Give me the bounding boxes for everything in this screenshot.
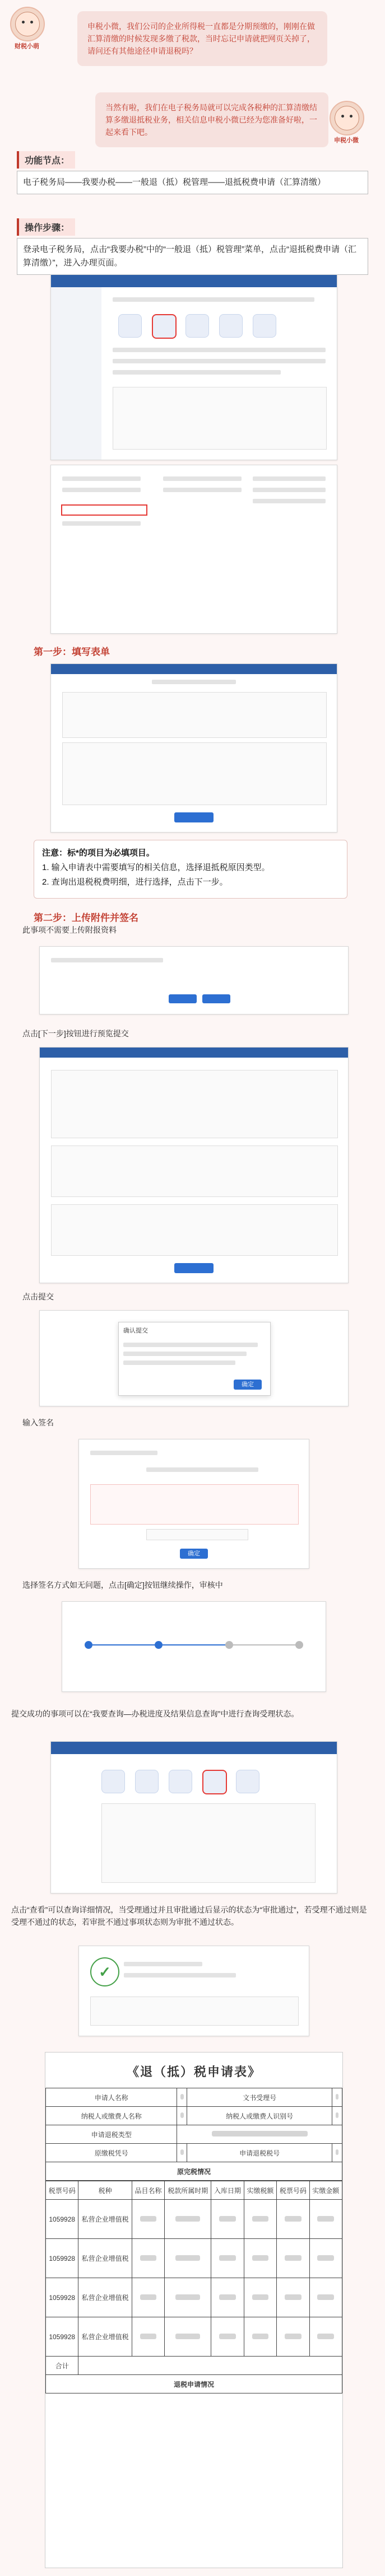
query-text: 提交成功的事项可以在“我要查询—办税进度及结果信息查询”中进行查询受理状态。	[11, 1709, 299, 1718]
form-col-header: 品目名称	[132, 2181, 164, 2200]
screenshot-portal-home	[50, 274, 337, 460]
portal-row	[113, 370, 281, 375]
form-cell	[244, 2278, 276, 2317]
step1-title: 第一步：填写表单	[34, 647, 110, 657]
query-header	[51, 1742, 337, 1754]
form-cell	[332, 2107, 342, 2125]
form-cell	[309, 2278, 342, 2317]
portal-row	[113, 359, 326, 363]
form-cell	[309, 2239, 342, 2278]
form-cell	[211, 2317, 244, 2357]
form-cell: 申请退税类型	[46, 2125, 177, 2144]
form-col-header: 实缴金额	[309, 2181, 342, 2200]
menu-line	[253, 499, 326, 503]
refund-form	[45, 2052, 343, 2568]
avatar-right	[330, 101, 364, 135]
menu-icon	[219, 314, 243, 338]
form-cell	[309, 2317, 342, 2357]
refund-menu-highlight	[61, 504, 147, 516]
sign-ok-button[interactable]: 确定	[180, 1549, 208, 1559]
preview-header	[40, 1048, 348, 1058]
form-cell: 纳税人或缴费人识别号	[187, 2107, 332, 2125]
status-line	[124, 1973, 236, 1977]
form-footer: 退税申请情况	[46, 2375, 342, 2393]
form-cell	[244, 2200, 276, 2239]
avatar-left-label: 财税小萌	[15, 43, 39, 50]
form-table-main	[45, 2088, 342, 2181]
form-cell: 私营企业增值税	[78, 2278, 132, 2317]
form-cell: 纳税人或缴费人名称	[46, 2107, 177, 2125]
note-item-2: 2. 查询出退税税费明细，进行选择，点击下一步。	[42, 877, 228, 887]
menu-icon	[118, 314, 142, 338]
screenshot-status	[78, 1946, 309, 2036]
progress-track	[85, 1641, 303, 1649]
menu-line	[62, 521, 141, 526]
form-cell: 申请人名称	[46, 2088, 177, 2107]
question-bubble: 申税小微，我们公司的企业所得税一直都是分期预缴的，刚刚在做汇算清缴的时候发现多缴了税款，当时忘记申请就把网页关掉了，请问还有其他途径申请退税吗？	[77, 11, 327, 66]
screenshot-menu	[50, 465, 337, 634]
menu-icon	[185, 314, 209, 338]
preview-block	[51, 1146, 338, 1197]
menu-line	[253, 476, 326, 481]
success-check-icon: ✓	[90, 1957, 119, 1986]
portal-panel	[113, 387, 327, 450]
progress-dot	[85, 1641, 92, 1649]
form-cell: 1059928	[46, 2278, 78, 2317]
form-section-title: 原完税情况	[46, 2162, 342, 2181]
form-cell	[244, 2239, 276, 2278]
sign-line	[146, 1467, 258, 1472]
form-title: 《退（抵）税申请表》	[126, 2065, 261, 2079]
progress-dot	[295, 1641, 303, 1649]
form-cell	[165, 2317, 211, 2357]
screenshot-upload	[39, 946, 349, 1014]
status-line	[124, 1962, 202, 1966]
menu-icon	[236, 1770, 259, 1793]
confirm-dialog	[118, 1322, 271, 1396]
form-col-header: 税种	[78, 2181, 132, 2200]
form-cell	[211, 2200, 244, 2239]
form-cell: 1059928	[46, 2239, 78, 2278]
preview-block	[51, 1204, 338, 1256]
form-cell: 私营企业增值税	[78, 2200, 132, 2239]
form-cell: 私营企业增值税	[78, 2317, 132, 2357]
form-cell	[177, 2144, 187, 2162]
form-total-label: 合计	[46, 2357, 78, 2375]
form-fields	[62, 692, 327, 738]
form-cell: 1059928	[46, 2317, 78, 2357]
step2-title: 第二步：上传附件并签名	[34, 913, 138, 923]
form-table	[62, 742, 327, 805]
avatar-face-icon	[335, 106, 359, 130]
form-cell	[177, 2088, 187, 2107]
progress-seg	[233, 1644, 295, 1645]
avatar-left	[10, 7, 45, 41]
query-menu-icon	[202, 1770, 227, 1794]
menu-line	[163, 476, 242, 481]
answer-bubble: 当然有啦，我们在电子税务局就可以完成各税种的汇算清缴结算多缴退抵税业务，相关信息申税小微已经为您准备好啦，一起来看下吧。	[95, 92, 328, 147]
form-col-header: 税票号码	[46, 2181, 78, 2200]
sign-input[interactable]	[146, 1529, 248, 1540]
dialog-line	[123, 1352, 247, 1356]
view-text: 点击“查看”可以查询详细情况，当受理通过并且审批通过后显示的状态为“审批通过”，若受理不通过则是受理不通过的状态，若审批不通过事项状态则为审批不通过状态。	[11, 1905, 367, 1927]
note-title: 注意：标*的项目为必填项目。	[42, 848, 155, 858]
preview-text: 点击[下一步]按钮进行预览提交	[22, 1029, 129, 1038]
form-header	[51, 664, 337, 674]
avatar-face-icon	[15, 12, 40, 36]
sign-method-text: 选择签名方式如无问题，点击[确定]按钮继续操作，审核中	[22, 1581, 223, 1589]
dialog-line	[123, 1343, 258, 1347]
form-cell	[277, 2317, 309, 2357]
sign-warning	[90, 1484, 299, 1525]
form-cell	[211, 2278, 244, 2317]
form-cell: 申请退税税号	[187, 2144, 332, 2162]
menu-line	[163, 488, 242, 492]
dialog-line	[123, 1361, 235, 1365]
screenshot-form	[50, 663, 337, 833]
menu-icon	[135, 1770, 159, 1793]
menu-icon	[169, 1770, 192, 1793]
menu-line	[62, 488, 141, 492]
form-cell	[132, 2278, 164, 2317]
preview-block	[51, 1070, 338, 1138]
progress-seg	[92, 1644, 155, 1645]
form-cell	[78, 2357, 342, 2375]
menu-icon	[101, 1770, 125, 1793]
screenshot-sign	[78, 1439, 309, 1569]
preview-submit-button[interactable]	[174, 1263, 214, 1273]
form-cell	[165, 2200, 211, 2239]
sign-line	[90, 1451, 157, 1455]
menu-line	[62, 476, 141, 481]
progress-dot	[155, 1641, 163, 1649]
form-cell	[277, 2278, 309, 2317]
form-cell	[332, 2144, 342, 2162]
form-title-line	[152, 680, 236, 684]
tax-menu-icon	[152, 314, 177, 339]
status-panel	[90, 1997, 299, 2026]
screenshot-progress	[62, 1601, 326, 1692]
form-cell	[177, 2107, 187, 2125]
steps-text: 登录电子税务局，点击“我要办税”中的“一般退（抵）税管理”菜单，点击“退抵税费申请（汇算清缴）”，进入办理页面。	[17, 238, 368, 275]
form-cell: 1059928	[46, 2200, 78, 2239]
next-button[interactable]	[174, 812, 214, 822]
form-col-header: 入库日期	[211, 2181, 244, 2200]
upload-prev-button[interactable]	[169, 994, 197, 1003]
progress-dot	[225, 1641, 233, 1649]
portal-banner	[113, 297, 314, 302]
note-box	[34, 840, 347, 899]
steps-label: 操作步骤：	[17, 218, 75, 236]
form-cell	[244, 2317, 276, 2357]
form-cell	[332, 2088, 342, 2107]
form-cell	[132, 2317, 164, 2357]
portal-header	[51, 275, 337, 287]
submit-text: 点击提交	[22, 1292, 54, 1301]
function-path: 电子税务局——我要办税——一般退（抵）税管理——退抵税费申请（汇算清缴）	[17, 171, 368, 194]
screenshot-query-menu	[50, 1741, 337, 1894]
form-col-header: 税款所属时期	[165, 2181, 211, 2200]
confirm-dialog-title: 确认提交	[123, 1327, 148, 1334]
menu-icon	[253, 314, 276, 338]
form-cell	[177, 2125, 342, 2144]
menu-line	[253, 488, 326, 492]
upload-line	[51, 958, 163, 962]
upload-next-button[interactable]	[202, 994, 230, 1003]
function-label: 功能节点：	[17, 151, 75, 169]
form-cell	[211, 2239, 244, 2278]
form-cell: 私营企业增值税	[78, 2239, 132, 2278]
form-cell: 原缴税凭号	[46, 2144, 177, 2162]
form-cell	[277, 2200, 309, 2239]
form-cell	[165, 2239, 211, 2278]
form-cell	[165, 2278, 211, 2317]
portal-sidebar	[51, 287, 101, 460]
note-item-1: 1. 输入申请表中需要填写的相关信息，选择退抵税原因类型。	[42, 863, 270, 872]
step2-subtitle: 此事项不需要上传附报资料	[22, 925, 117, 934]
form-cell	[132, 2239, 164, 2278]
form-cell: 文书受理号	[187, 2088, 332, 2107]
form-cell	[309, 2200, 342, 2239]
sign-text: 输入签名	[22, 1418, 54, 1427]
screenshot-confirm	[39, 1310, 349, 1406]
portal-row	[113, 348, 326, 352]
form-col-header: 税票号码	[277, 2181, 309, 2200]
form-cell	[132, 2200, 164, 2239]
query-panel	[101, 1803, 316, 1883]
form-col-header: 实缴税额	[244, 2181, 276, 2200]
screenshot-preview	[39, 1047, 349, 1283]
avatar-right-label: 申税小微	[334, 137, 359, 144]
progress-seg	[163, 1644, 225, 1645]
confirm-ok-button[interactable]: 确定	[234, 1380, 262, 1390]
form-table-detail	[45, 2181, 342, 2393]
form-cell	[277, 2239, 309, 2278]
